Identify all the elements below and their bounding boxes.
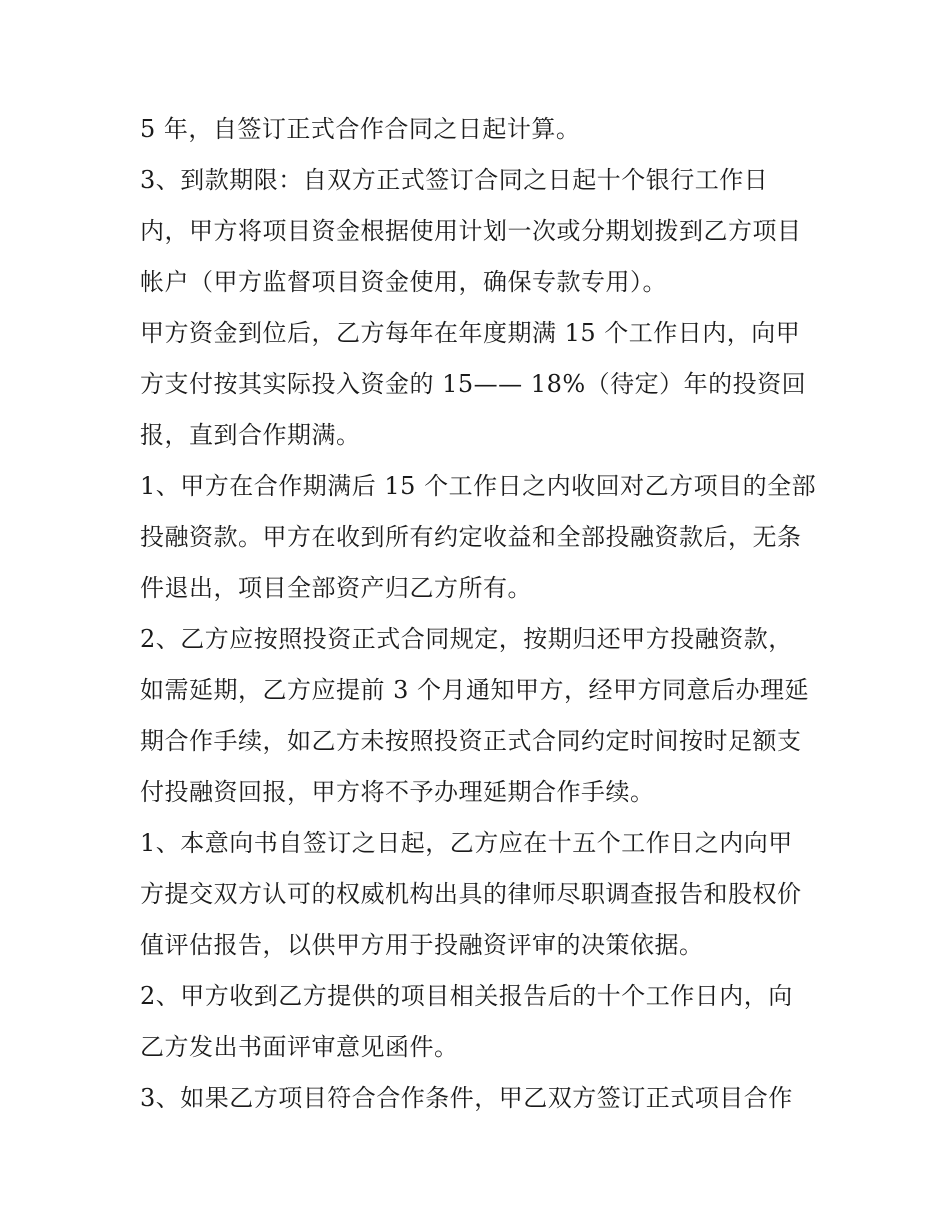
text-line: 值评估报告，以供甲方用于投融资评审的决策依据。 bbox=[140, 931, 704, 959]
text-line: 1、甲方在合作期满后 15 个工作日之内收回对乙方项目的全部 bbox=[140, 472, 817, 500]
text-line: 乙方发出书面评审意见函件。 bbox=[140, 1033, 459, 1061]
document-body bbox=[140, 108, 830, 1128]
text-line: 付投融资回报，甲方将不予办理延期合作手续。 bbox=[140, 778, 655, 806]
text-line: 帐户（甲方监督项目资金使用，确保专款专用）。 bbox=[140, 268, 667, 296]
text-line: 如需延期，乙方应提前 3 个月通知甲方，经甲方同意后办理延 bbox=[140, 676, 810, 704]
text-line: 2、甲方收到乙方提供的项目相关报告后的十个工作日内，向 bbox=[140, 982, 793, 1010]
text-line: 投融资款。甲方在收到所有约定收益和全部投融资款后，无条 bbox=[140, 523, 802, 551]
text-line: 1、本意向书自签订之日起，乙方应在十五个工作日之内向甲 bbox=[140, 829, 793, 857]
text-line: 3、到款期限：自双方正式签订合同之日起十个银行工作日 bbox=[140, 166, 769, 194]
text-line: 方支付按其实际投入资金的 15—— 18%（待定）年的投资回 bbox=[140, 370, 807, 398]
text-line: 期合作手续，如乙方未按照投资正式合同约定时间按时足额支 bbox=[140, 727, 802, 755]
text-line: 件退出，项目全部资产归乙方所有。 bbox=[140, 574, 532, 602]
text-line: 报，直到合作期满。 bbox=[140, 421, 361, 449]
text-line: 甲方资金到位后，乙方每年在年度期满 15 个工作日内，向甲 bbox=[140, 319, 801, 347]
text-line: 2、乙方应按照投资正式合同规定，按期归还甲方投融资款， bbox=[140, 625, 793, 653]
text-line: 3、如果乙方项目符合合作条件，甲乙双方签订正式项目合作 bbox=[140, 1084, 793, 1112]
text-line: 方提交双方认可的权威机构出具的律师尽职调查报告和股权价 bbox=[140, 880, 802, 908]
text-line: 5 年，自签订正式合作合同之日起计算。 bbox=[140, 115, 581, 143]
text-line: 内，甲方将项目资金根据使用计划一次或分期划拨到乙方项目 bbox=[140, 217, 802, 245]
